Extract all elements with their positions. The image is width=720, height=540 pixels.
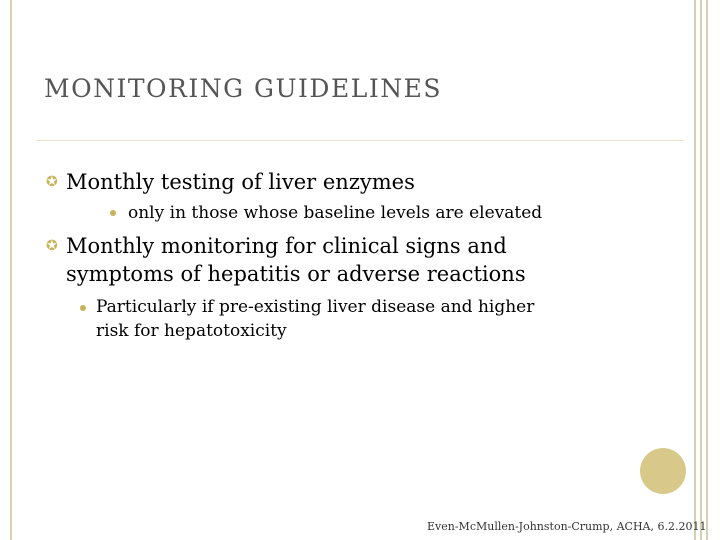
frame-right-line <box>706 0 708 540</box>
dot-bullet-icon <box>110 210 116 216</box>
bullet-text: Monthly monitoring for clinical signs and <box>66 234 507 258</box>
bullet-text: symptoms of hepatitis or adverse reactions <box>66 262 526 286</box>
sub-bullet-text: risk for hepatotoxicity <box>96 321 287 341</box>
dot-bullet-icon <box>80 305 86 311</box>
frame-left-line <box>10 0 12 540</box>
slide-title: MONITORING GUIDELINES <box>44 74 442 103</box>
sun-bullet-icon: ✪ <box>46 238 58 254</box>
bullet-text: Monthly testing of liver enzymes <box>66 170 415 194</box>
decorative-circle <box>640 448 686 494</box>
footer-citation: Even-McMullen-Johnston-Crump, ACHA, 6.2.2011 <box>427 520 707 533</box>
sub-bullet-text: Particularly if pre-existing liver disease and higher <box>96 297 535 317</box>
sun-bullet-icon: ✪ <box>46 174 58 190</box>
sub-bullet-text: only in those whose baseline levels are elevated <box>128 203 543 223</box>
title-divider <box>36 140 684 141</box>
frame-right-line <box>700 0 702 540</box>
frame-right-line <box>694 0 696 540</box>
